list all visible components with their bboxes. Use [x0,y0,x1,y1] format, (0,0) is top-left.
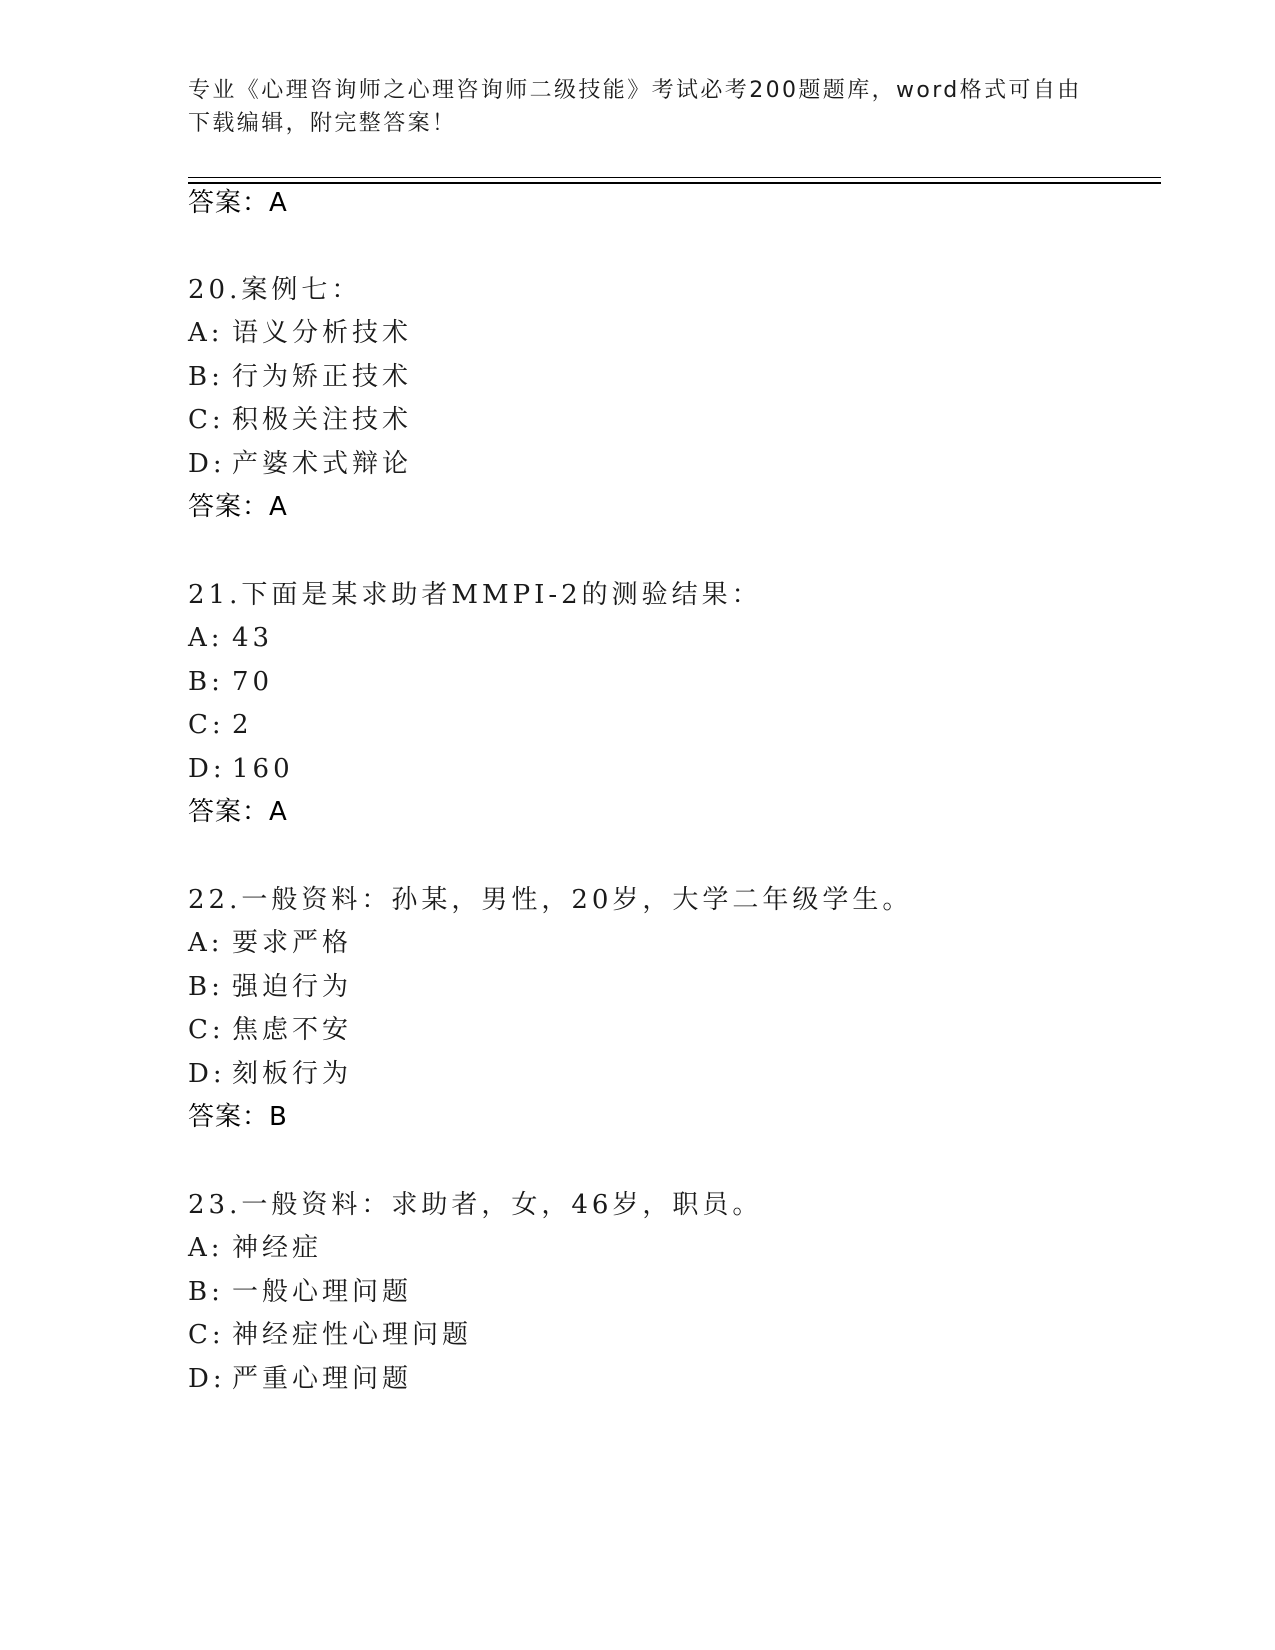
option-text: 神经症 [232,1233,323,1263]
option-a [188,621,273,655]
option-key: D: [188,449,226,479]
option-key: C: [188,405,225,435]
option-c [188,708,253,742]
option-text: 产婆术式辩论 [232,449,413,479]
option-key: D: [188,1364,226,1394]
option-text: 2 [232,710,253,740]
answer-line: 答案：A [188,797,288,827]
answer-line: 答案：A [188,188,288,218]
option-text: 160 [232,754,294,784]
option-a [188,1231,322,1265]
option-text: 神经症性心理问题 [232,1320,473,1350]
option-text: 强迫行为 [232,972,353,1002]
option-key: B: [188,362,224,392]
answer-line: 答案：A [188,492,288,522]
question-stem: 23.一般资料：求助者，女，46岁，职员。 [188,1190,763,1220]
option-d [188,447,412,481]
option-a [188,316,412,350]
option-key: D: [188,754,226,784]
option-text: 43 [232,623,274,653]
document-header-text: 专业《心理咨询师之心理咨询师二级技能》考试必考200题题库，word格式可自由下载编辑，附完整答案！ [188,78,1082,136]
question-stem: 20.案例七： [188,275,362,305]
option-c [188,403,412,437]
question-stem: 22.一般资料：孙某，男性，20岁，大学二年级学生。 [188,885,913,915]
option-key: A: [188,623,224,653]
option-d [188,1057,352,1091]
option-c [188,1318,472,1352]
option-text: 行为矫正技术 [232,362,413,392]
option-key: A: [188,1233,224,1263]
option-text: 刻板行为 [232,1059,353,1089]
option-key: B: [188,972,224,1002]
option-text: 焦虑不安 [232,1015,353,1045]
option-d [188,752,294,786]
option-text: 70 [232,667,274,697]
option-key: C: [188,1320,225,1350]
option-key: C: [188,1015,225,1045]
option-b [188,970,352,1004]
option-key: D: [188,1059,226,1089]
option-key: B: [188,1277,224,1307]
option-a [188,926,352,960]
header-divider-thin [188,177,1161,178]
option-text: 要求严格 [232,928,353,958]
option-b [188,665,273,699]
option-text: 严重心理问题 [232,1364,413,1394]
option-b [188,360,412,394]
option-b [188,1275,412,1309]
option-key: B: [188,667,224,697]
option-text: 一般心理问题 [232,1277,413,1307]
answer-line: 答案：B [188,1102,288,1132]
header-divider-thick [188,182,1161,184]
option-text: 积极关注技术 [232,405,413,435]
option-key: A: [188,318,224,348]
question-stem: 21.下面是某求助者MMPI-2的测验结果： [188,580,762,610]
option-key: A: [188,928,224,958]
option-text: 语义分析技术 [232,318,413,348]
option-c [188,1013,352,1047]
option-key: C: [188,710,225,740]
option-d [188,1362,412,1396]
